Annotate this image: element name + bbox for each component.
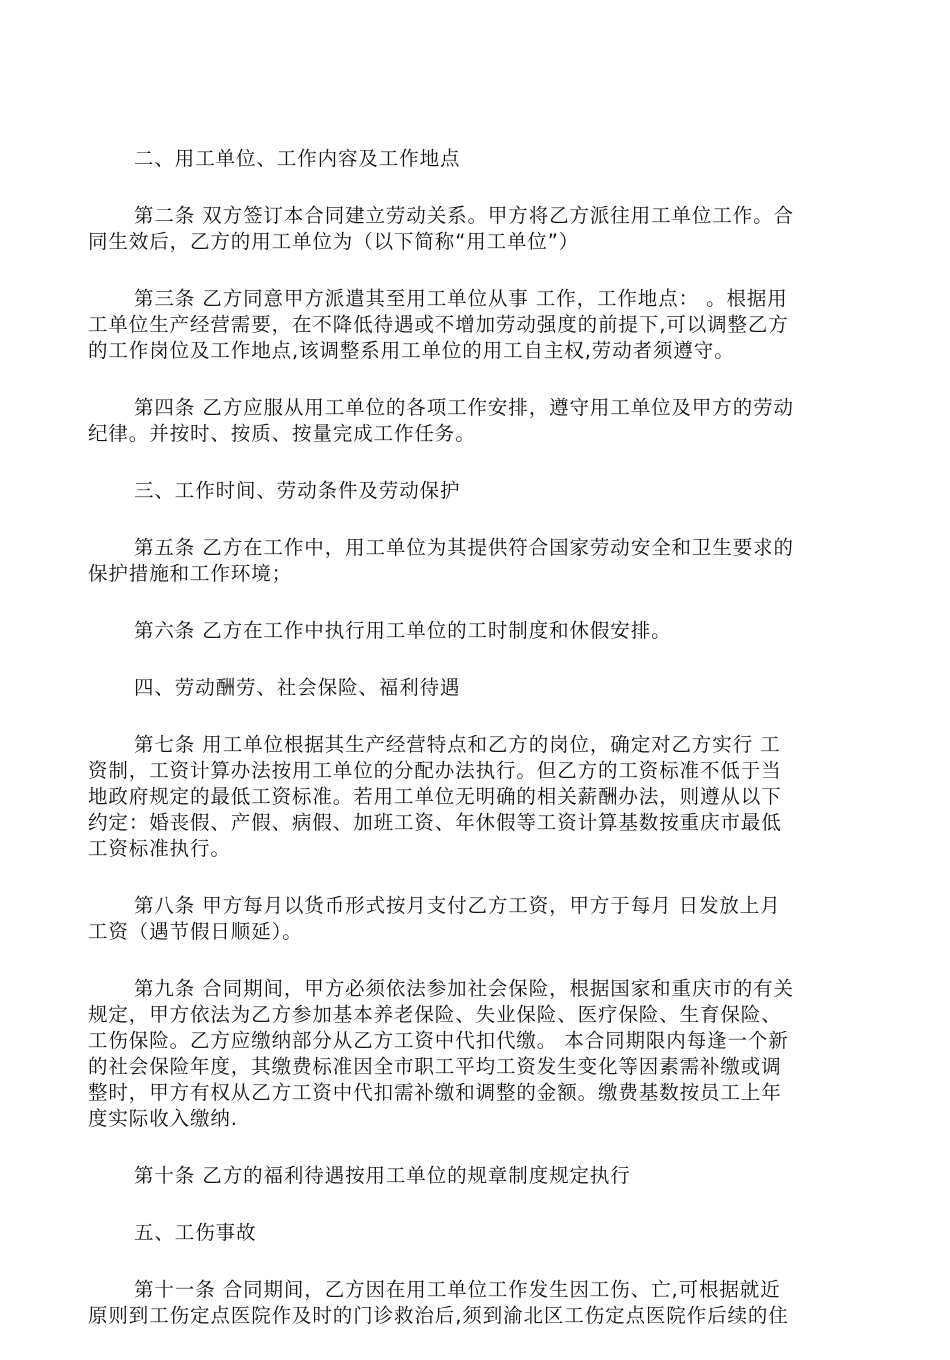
text-line: 地政府规定的最低工资标准。若用工单位无明确的相关薪酬办法，则遵从以下	[88, 785, 782, 808]
clause-paragraph	[88, 203, 862, 255]
section-heading	[88, 478, 862, 504]
section-heading	[88, 1220, 862, 1246]
text-line: 第九条 合同期间，甲方必须依法参加社会保险，根据国家和重庆市的有关	[134, 977, 794, 1000]
text-line: 保护措施和工作环境；	[88, 562, 293, 585]
text-line: 二、用工单位、工作内容及工作地点	[134, 147, 461, 170]
clause-paragraph	[88, 618, 862, 644]
text-line: 约定：婚丧假、产假、病假、加班工资、年休假等工资计算基数按重庆市最低	[88, 811, 782, 834]
text-line: 第二条 双方签订本合同建立劳动关系。甲方将乙方派往用工单位工作。合	[134, 204, 794, 227]
text-line: 第十一条 合同期间，乙方因在用工单位工作发生因工伤、亡,可根据就近	[134, 1278, 781, 1301]
clause-paragraph	[88, 1277, 862, 1329]
clause-paragraph	[88, 286, 862, 364]
text-line: 工伤保险。乙方应缴纳部分从乙方工资中代扣代缴。 本合同期限内每逢一个新	[88, 1029, 789, 1052]
text-line: 的社会保险年度，其缴费标准因全市职工平均工资发生变化等因素需补缴或调	[88, 1055, 782, 1078]
text-line: 资制，工资计算办法按用工单位的分配办法执行。但乙方的工资标准不低于当	[88, 759, 782, 782]
text-line: 整时，甲方有权从乙方工资中代扣需补缴和调整的金额。缴费基数按员工上年	[88, 1081, 782, 1104]
clause-paragraph	[88, 1163, 862, 1189]
clause-paragraph	[88, 535, 862, 587]
text-line: 原则到工伤定点医院作及时的门诊救治后,须到渝北区工伤定点医院作后续的住	[88, 1304, 789, 1327]
text-line: 同生效后，乙方的用工单位为（以下简称“用工单位”）	[88, 230, 580, 253]
text-line: 第三条 乙方同意甲方派遣其至用工单位从事 工作，工作地点： 。根据用	[134, 287, 788, 310]
clause-paragraph	[88, 395, 862, 447]
clause-paragraph	[88, 732, 862, 862]
text-line: 第十条 乙方的福利待遇按用工单位的规章制度规定执行	[134, 1164, 631, 1187]
text-line: 规定，甲方依法为乙方参加基本养老保险、失业保险、医疗保险、生育保险、	[88, 1003, 782, 1026]
text-line: 第八条 甲方每月以货币形式按月支付乙方工资，甲方于每月 日发放上月	[134, 894, 781, 917]
text-line: 三、工作时间、劳动条件及劳动保护	[134, 479, 461, 502]
text-line: 第七条 用工单位根据其生产经营特点和乙方的岗位，确定对乙方实行 工	[134, 733, 781, 756]
text-line: 工资（遇节假日顺延）。	[88, 920, 303, 943]
clause-paragraph	[88, 893, 862, 945]
text-line: 第四条 乙方应服从用工单位的各项工作安排，遵守用工单位及甲方的劳动	[134, 396, 794, 419]
text-line: 第五条 乙方在工作中，用工单位为其提供符合国家劳动安全和卫生要求的	[134, 536, 794, 559]
document-page	[88, 146, 862, 1360]
text-line: 的工作岗位及工作地点,该调整系用工单位的用工自主权,劳动者须遵守。	[88, 339, 735, 362]
text-line: 工资标准执行。	[88, 837, 231, 860]
text-line: 工单位生产经营需要，在不降低待遇或不增加劳动强度的前提下,可以调整乙方	[88, 313, 789, 336]
text-line: 第六条 乙方在工作中执行用工单位的工时制度和休假安排。	[134, 619, 672, 642]
text-line: 度实际收入缴纳.	[88, 1107, 238, 1130]
text-line: 五、工伤事故	[134, 1221, 257, 1244]
section-heading	[88, 675, 862, 701]
text-line: 纪律。并按时、按质、按量完成工作任务。	[88, 422, 476, 445]
section-heading	[88, 146, 862, 172]
text-line: 四、劳动酬劳、社会保险、福利待遇	[134, 676, 461, 699]
clause-paragraph	[88, 976, 862, 1132]
